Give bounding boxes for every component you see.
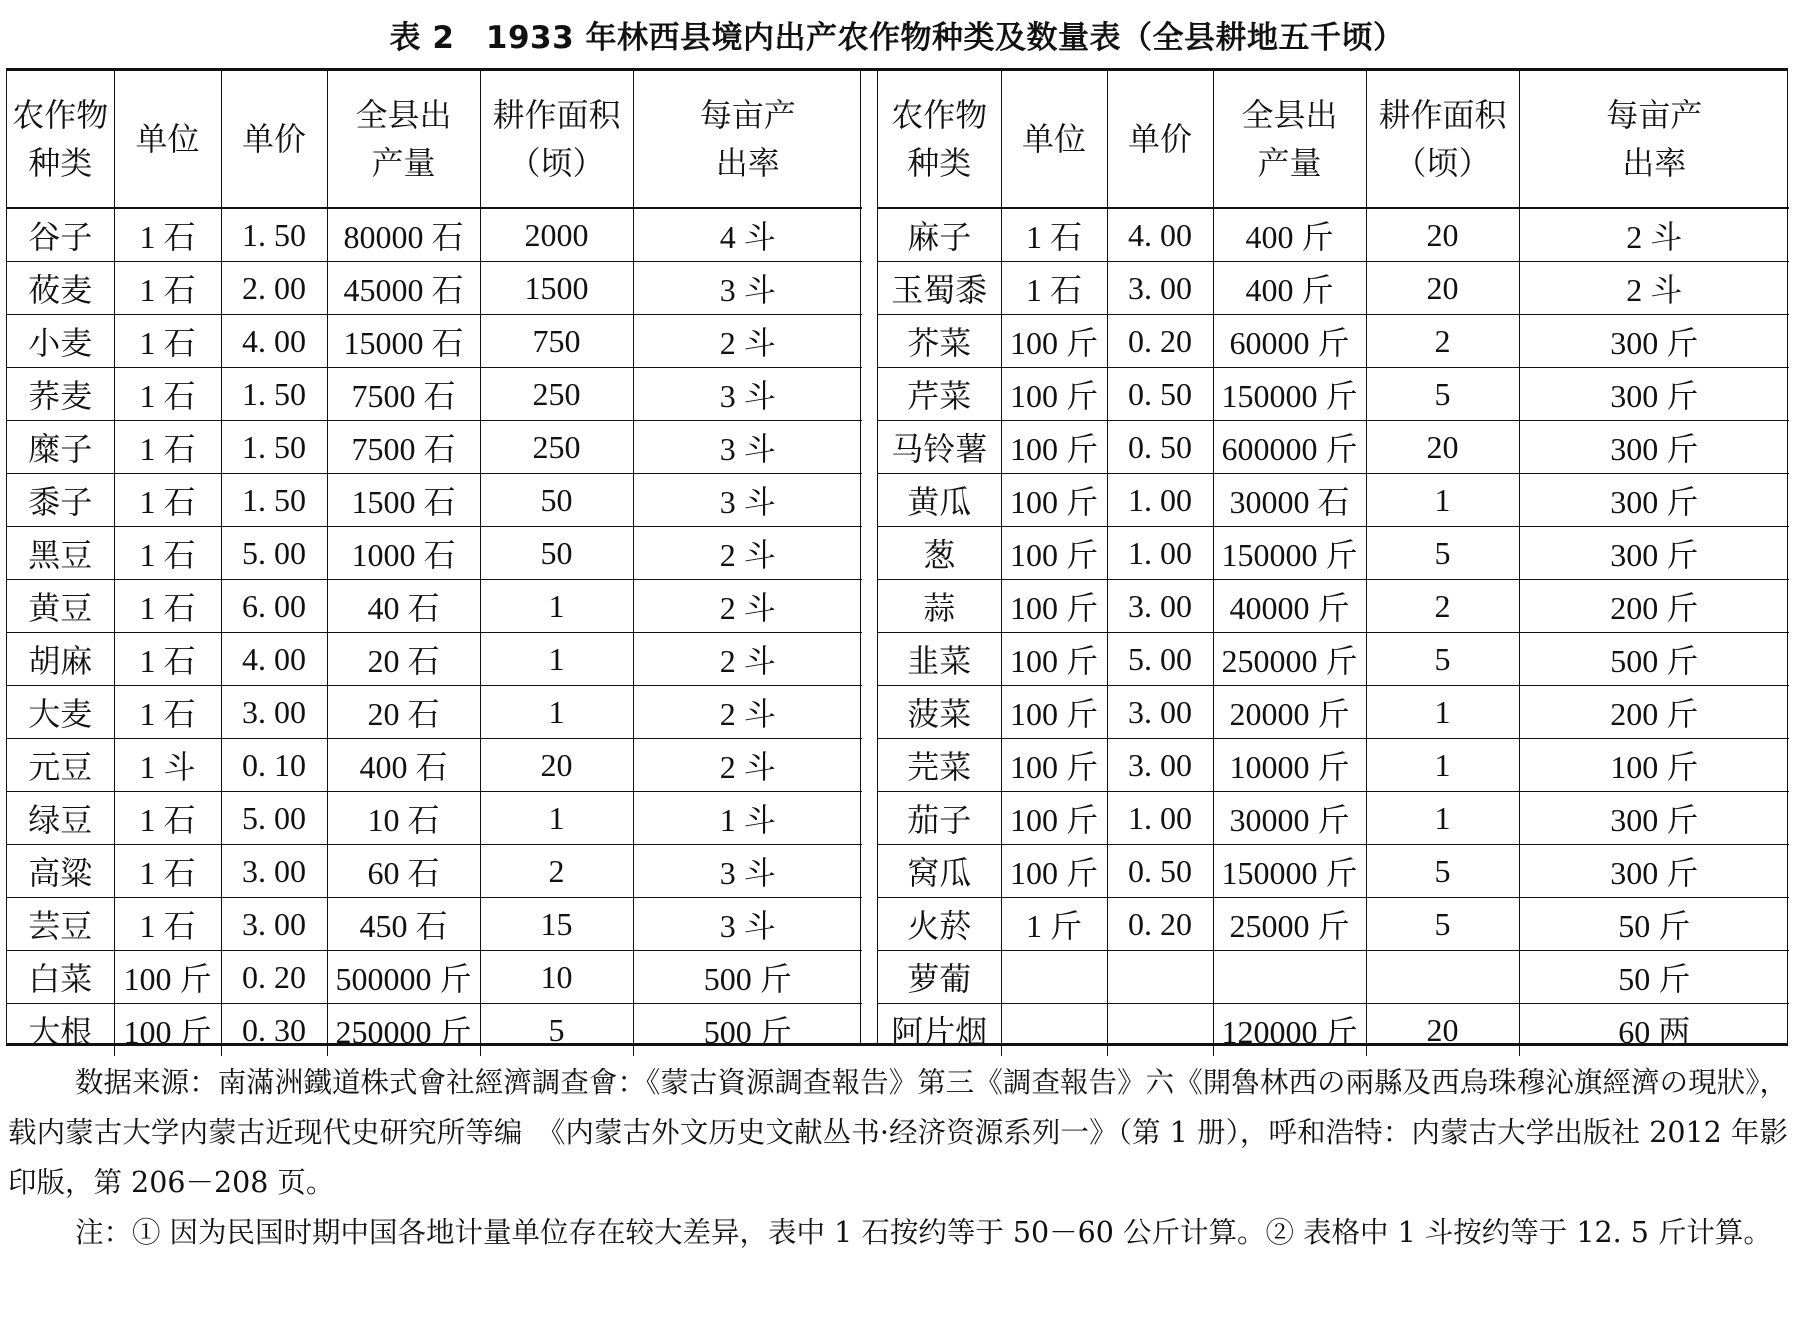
cell-area: 5 [1366,633,1519,686]
cell-output: 400 石 [327,739,480,792]
cell-unit [1001,951,1107,1004]
cell-price: 1. 50 [221,368,327,421]
table-row [878,951,1789,1004]
cell-crop-name: 莜麦 [7,262,114,315]
cell-area: 250 [480,368,633,421]
cell-yield: 300 斤 [1519,421,1789,474]
cell-price: 3. 00 [1107,262,1213,315]
cell-output: 150000 斤 [1213,527,1366,580]
cell-output: 150000 斤 [1213,845,1366,898]
crop-table-right [878,71,1789,1056]
cell-price: 5. 00 [221,792,327,845]
cell-output: 10000 斤 [1213,739,1366,792]
cell-yield: 50 斤 [1519,898,1789,951]
table-row [7,474,862,527]
cell-yield: 3 斗 [633,845,862,898]
cell-unit: 100 斤 [1001,686,1107,739]
table-row [878,845,1789,898]
table-row [7,368,862,421]
cell-unit: 100 斤 [114,951,221,1004]
cell-unit: 1 斗 [114,739,221,792]
cell-price: 0. 20 [1107,315,1213,368]
cell-unit: 100 斤 [1001,633,1107,686]
cell-area: 5 [1366,898,1519,951]
table-row [878,1004,1789,1057]
crop-table-container [6,68,1788,1050]
table-title: 表 2 1933 年林西县境内出产农作物种类及数量表（全县耕地五千顷） [389,20,1405,56]
cell-price: 1. 00 [1107,527,1213,580]
cell-price [1107,951,1213,1004]
table-row [7,951,862,1004]
cell-crop-name: 蒜 [878,580,1001,633]
cell-crop-name: 绿豆 [7,792,114,845]
cell-unit: 100 斤 [1001,368,1107,421]
cell-unit: 1 石 [114,898,221,951]
cell-crop-name: 韭菜 [878,633,1001,686]
table-row [7,262,862,315]
cell-price [1107,1004,1213,1057]
cell-output: 20 石 [327,633,480,686]
cell-crop-name: 芫菜 [878,739,1001,792]
crop-table-left-body [7,208,862,1056]
cell-unit: 1 石 [1001,208,1107,262]
cell-price: 0. 50 [1107,845,1213,898]
cell-output: 25000 斤 [1213,898,1366,951]
cell-unit [1001,1004,1107,1057]
table-row [878,208,1789,262]
header-row [7,71,862,208]
cell-unit: 100 斤 [1001,474,1107,527]
table-row [878,421,1789,474]
cell-yield: 3 斗 [633,421,862,474]
cell-price: 1. 50 [221,474,327,527]
cell-yield: 500 斤 [633,951,862,1004]
cell-unit: 1 石 [114,421,221,474]
cell-unit: 1 石 [114,845,221,898]
cell-yield: 2 斗 [1519,208,1789,262]
cell-unit: 1 石 [114,208,221,262]
table-row [7,739,862,792]
cell-output: 45000 石 [327,262,480,315]
cell-area: 2 [480,845,633,898]
cell-crop-name: 黑豆 [7,527,114,580]
table-row [878,633,1789,686]
cell-area: 10 [480,951,633,1004]
cell-crop-name: 玉蜀黍 [878,262,1001,315]
cell-crop-name: 元豆 [7,739,114,792]
table-row [878,262,1789,315]
cell-unit: 1 石 [114,792,221,845]
table-row [7,580,862,633]
cell-yield: 300 斤 [1519,474,1789,527]
cell-unit: 100 斤 [1001,421,1107,474]
cell-crop-name: 黍子 [7,474,114,527]
cell-yield: 200 斤 [1519,686,1789,739]
crop-table-left [7,71,862,1056]
cell-yield: 3 斗 [633,368,862,421]
cell-price: 1. 00 [1107,792,1213,845]
cell-area: 1 [1366,474,1519,527]
cell-price: 1. 50 [221,421,327,474]
table-row [7,792,862,845]
cell-yield: 300 斤 [1519,845,1789,898]
cell-output: 250000 斤 [1213,633,1366,686]
cell-output: 60 石 [327,845,480,898]
cell-unit: 100 斤 [1001,792,1107,845]
cell-unit: 1 石 [1001,262,1107,315]
header-row [878,71,1789,208]
cell-price: 0. 50 [1107,368,1213,421]
cell-crop-name: 芥菜 [878,315,1001,368]
cell-area: 20 [1366,421,1519,474]
cell-yield: 500 斤 [633,1004,862,1057]
table-row [7,633,862,686]
cell-output: 15000 石 [327,315,480,368]
cell-yield: 2 斗 [633,686,862,739]
header-output: 全县出 产量 [1213,71,1366,208]
cell-unit: 100 斤 [1001,739,1107,792]
cell-crop-name: 胡麻 [7,633,114,686]
cell-price: 4. 00 [1107,208,1213,262]
cell-output: 40 石 [327,580,480,633]
cell-output: 1000 石 [327,527,480,580]
table-row [878,474,1789,527]
cell-yield: 3 斗 [633,474,862,527]
cell-crop-name: 芹菜 [878,368,1001,421]
cell-area: 750 [480,315,633,368]
cell-price: 3. 00 [221,898,327,951]
header-area: 耕作面积 （顷） [1366,71,1519,208]
cell-area: 250 [480,421,633,474]
cell-unit: 1 石 [114,580,221,633]
cell-area: 20 [1366,1004,1519,1057]
cell-yield: 100 斤 [1519,739,1789,792]
cell-unit: 1 石 [114,633,221,686]
crop-table-left-half [6,71,861,1050]
cell-area: 1 [1366,739,1519,792]
cell-yield: 2 斗 [633,580,862,633]
notes-section [8,1058,1788,1258]
remark-note: 注：① 因为民国时期中国各地计量单位存在较大差异，表中 1 石按约等于 50－60 公斤计算。② 表格中 1 斗按约等于 12. 5 斤计算。 [75,1216,1772,1249]
cell-crop-name: 阿片烟 [878,1004,1001,1057]
crop-table-right-half [877,71,1788,1050]
cell-price: 0. 20 [1107,898,1213,951]
cell-crop-name: 芸豆 [7,898,114,951]
cell-yield: 2 斗 [633,527,862,580]
cell-area: 1 [1366,686,1519,739]
header-crop: 农作物 种类 [878,71,1001,208]
cell-area: 1500 [480,262,633,315]
header-crop: 农作物 种类 [7,71,114,208]
cell-yield: 3 斗 [633,262,862,315]
cell-yield: 2 斗 [633,739,862,792]
table-row [7,421,862,474]
header-price: 单价 [1107,71,1213,208]
cell-price: 5. 00 [221,527,327,580]
cell-crop-name: 黄豆 [7,580,114,633]
cell-area: 2 [1366,580,1519,633]
cell-yield: 1 斗 [633,792,862,845]
table-row [878,315,1789,368]
cell-crop-name: 荞麦 [7,368,114,421]
cell-crop-name: 高粱 [7,845,114,898]
cell-crop-name: 葱 [878,527,1001,580]
cell-crop-name: 黄瓜 [878,474,1001,527]
cell-output [1213,951,1366,1004]
cell-unit: 100 斤 [1001,845,1107,898]
cell-unit: 100 斤 [1001,527,1107,580]
cell-crop-name: 谷子 [7,208,114,262]
table-row [7,208,862,262]
cell-price: 5. 00 [1107,633,1213,686]
cell-unit: 100 斤 [114,1004,221,1057]
header-yield: 每亩产 出率 [633,71,862,208]
cell-output: 250000 斤 [327,1004,480,1057]
cell-price: 1. 00 [1107,474,1213,527]
cell-unit: 1 石 [114,368,221,421]
cell-output: 500000 斤 [327,951,480,1004]
cell-price: 0. 20 [221,951,327,1004]
cell-area: 20 [480,739,633,792]
cell-area: 5 [480,1004,633,1057]
cell-output: 60000 斤 [1213,315,1366,368]
cell-yield: 2 斗 [1519,262,1789,315]
cell-output: 400 斤 [1213,208,1366,262]
table-row [7,686,862,739]
source-note: 数据来源：南滿洲鐵道株式會社經濟調查會：《蒙古資源調查報告》第三《調查報告》六《開魯林西の兩縣及西烏珠穆沁旗經濟の現狀》，载内蒙古大学内蒙古近现代史研究所等编 《内蒙古外文历史文献丛书·经济资源系列一》（第 1 册），呼和浩特：内蒙古大学出版社 2012 年影印版，第 206－208 页。 [8,1066,1788,1199]
cell-crop-name: 马铃薯 [878,421,1001,474]
cell-crop-name: 茄子 [878,792,1001,845]
cell-yield: 4 斗 [633,208,862,262]
cell-unit: 100 斤 [1001,315,1107,368]
cell-output: 30000 斤 [1213,792,1366,845]
cell-price: 4. 00 [221,315,327,368]
cell-crop-name: 大根 [7,1004,114,1057]
cell-yield: 200 斤 [1519,580,1789,633]
cell-area: 1 [480,580,633,633]
cell-price: 0. 30 [221,1004,327,1057]
cell-price: 3. 00 [1107,580,1213,633]
cell-crop-name: 菠菜 [878,686,1001,739]
cell-area: 5 [1366,527,1519,580]
cell-yield: 500 斤 [1519,633,1789,686]
cell-yield: 2 斗 [633,315,862,368]
table-row [7,527,862,580]
cell-crop-name: 窝瓜 [878,845,1001,898]
header-area: 耕作面积 （顷） [480,71,633,208]
table-row [878,368,1789,421]
table-row [878,686,1789,739]
cell-price: 3. 00 [221,686,327,739]
cell-price: 4. 00 [221,633,327,686]
table-row [7,315,862,368]
cell-output: 120000 斤 [1213,1004,1366,1057]
cell-price: 3. 00 [1107,686,1213,739]
cell-price: 6. 00 [221,580,327,633]
cell-crop-name: 麻子 [878,208,1001,262]
table-row [878,527,1789,580]
table-row [7,845,862,898]
cell-crop-name: 糜子 [7,421,114,474]
crop-table-right-body [878,208,1789,1056]
cell-output: 600000 斤 [1213,421,1366,474]
cell-yield: 300 斤 [1519,792,1789,845]
cell-output: 150000 斤 [1213,368,1366,421]
cell-area: 20 [1366,208,1519,262]
table-row [878,898,1789,951]
header-price: 单价 [221,71,327,208]
cell-crop-name: 大麦 [7,686,114,739]
cell-area: 1 [480,686,633,739]
cell-unit: 100 斤 [1001,580,1107,633]
cell-output: 10 石 [327,792,480,845]
cell-crop-name: 火菸 [878,898,1001,951]
cell-price: 2. 00 [221,262,327,315]
cell-unit: 1 斤 [1001,898,1107,951]
cell-output: 20000 斤 [1213,686,1366,739]
cell-yield: 300 斤 [1519,368,1789,421]
cell-output: 7500 石 [327,368,480,421]
cell-unit: 1 石 [114,474,221,527]
cell-yield: 60 两 [1519,1004,1789,1057]
cell-area: 5 [1366,368,1519,421]
cell-area: 1 [1366,792,1519,845]
cell-unit: 1 石 [114,315,221,368]
cell-area: 1 [480,633,633,686]
header-unit: 单位 [1001,71,1107,208]
header-unit: 单位 [114,71,221,208]
table-row [7,898,862,951]
cell-price: 1. 50 [221,208,327,262]
cell-area: 50 [480,474,633,527]
cell-area: 2 [1366,315,1519,368]
cell-output: 80000 石 [327,208,480,262]
cell-output: 450 石 [327,898,480,951]
table-row [878,580,1789,633]
cell-area: 1 [480,792,633,845]
cell-area [1366,951,1519,1004]
cell-price: 3. 00 [1107,739,1213,792]
cell-price: 3. 00 [221,845,327,898]
cell-unit: 1 石 [114,262,221,315]
cell-area: 5 [1366,845,1519,898]
cell-price: 0. 10 [221,739,327,792]
cell-area: 15 [480,898,633,951]
cell-crop-name: 白菜 [7,951,114,1004]
header-yield: 每亩产 出率 [1519,71,1789,208]
cell-output: 1500 石 [327,474,480,527]
cell-price: 0. 50 [1107,421,1213,474]
cell-yield: 50 斤 [1519,951,1789,1004]
cell-yield: 3 斗 [633,898,862,951]
table-row [7,1004,862,1057]
cell-output: 7500 石 [327,421,480,474]
table-row [878,739,1789,792]
cell-area: 20 [1366,262,1519,315]
cell-unit: 1 石 [114,527,221,580]
cell-yield: 300 斤 [1519,527,1789,580]
cell-output: 20 石 [327,686,480,739]
table-row [878,792,1789,845]
cell-unit: 1 石 [114,686,221,739]
header-output: 全县出 产量 [327,71,480,208]
cell-yield: 300 斤 [1519,315,1789,368]
cell-crop-name: 小麦 [7,315,114,368]
cell-area: 50 [480,527,633,580]
cell-area: 2000 [480,208,633,262]
cell-yield: 2 斗 [633,633,862,686]
cell-output: 30000 石 [1213,474,1366,527]
cell-output: 40000 斤 [1213,580,1366,633]
cell-output: 400 斤 [1213,262,1366,315]
cell-crop-name: 萝葡 [878,951,1001,1004]
